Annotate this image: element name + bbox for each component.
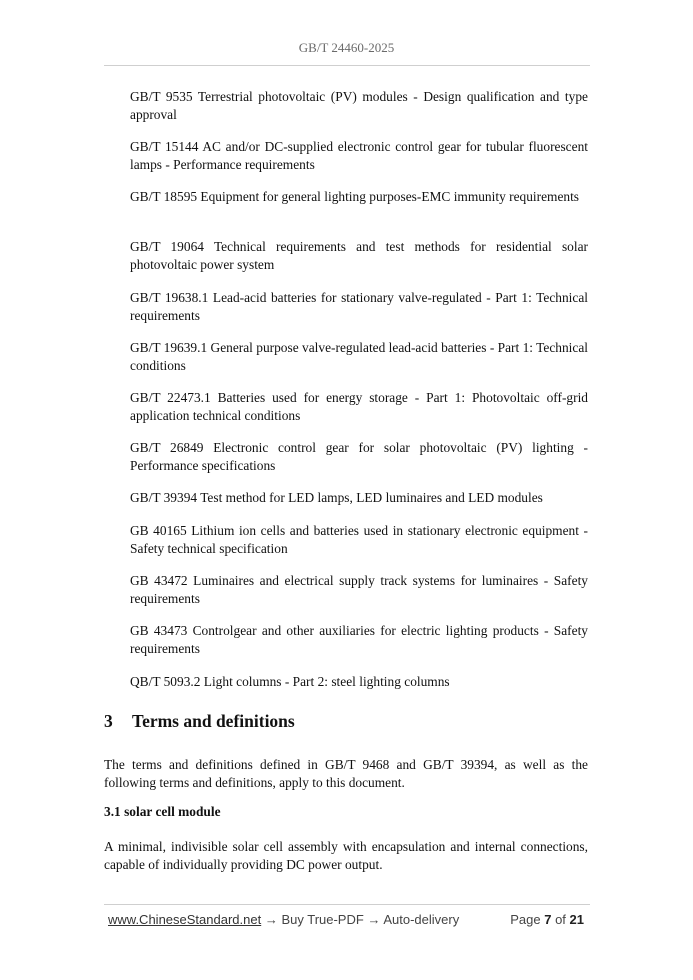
footer-rule [104, 904, 590, 905]
page-current: 7 [544, 912, 552, 927]
reference-item: GB/T 19638.1 Lead-acid batteries for stationary valve-regulated - Part 1: Technical requirements [130, 290, 588, 323]
section-number: 3 [104, 711, 113, 731]
section-title-text: Terms and definitions [132, 711, 295, 731]
reference-item: GB/T 18595 Equipment for general lighting purposes-EMC immunity requirements [130, 189, 580, 204]
auto-delivery-text: Auto-delivery [383, 912, 460, 927]
of-word: of [555, 912, 566, 927]
reference-item: GB/T 9535 Terrestrial photovoltaic (PV) modules - Design qualification and type approval [130, 89, 588, 122]
page-word: Page [510, 912, 541, 927]
running-header: GB/T 24460-2025 [298, 40, 395, 55]
arrow-icon: → [264, 912, 278, 927]
reference-item: GB/T 19064 Technical requirements and test methods for residential solar photovoltaic power system [130, 239, 588, 272]
footer-links [108, 912, 459, 927]
reference-item: GB 43473 Controlgear and other auxiliaries for electric lighting products - Safety requirements [130, 623, 588, 656]
header-rule [104, 65, 590, 66]
reference-item: GB/T 26849 Electronic control gear for solar photovoltaic (PV) lighting - Performance specifications [130, 440, 588, 473]
reference-item: QB/T 5093.2 Light columns - Part 2: steel lighting columns [130, 674, 450, 689]
page-indicator [510, 912, 584, 927]
reference-item: GB 40165 Lithium ion cells and batteries used in stationary electronic equipment - Safety technical specification [130, 523, 588, 556]
section-heading [104, 711, 295, 732]
buy-pdf-link[interactable]: Buy True-PDF [281, 912, 364, 927]
reference-item: GB/T 39394 Test method for LED lamps, LED luminaires and LED modules [130, 490, 543, 505]
section-intro: The terms and definitions defined in GB/T 9468 and GB/T 39394, as well as the following terms and definitions, apply to this document. [104, 757, 588, 790]
reference-item: GB/T 15144 AC and/or DC-supplied electronic control gear for tubular fluorescent lamps - Performance requirements [130, 139, 588, 172]
arrow-icon: → [367, 912, 381, 927]
term-heading: 3.1 solar cell module [104, 804, 221, 819]
reference-item: GB 43472 Luminaires and electrical supply track systems for luminaires - Safety requirements [130, 573, 588, 606]
site-link[interactable]: www.ChineseStandard.net [108, 912, 262, 927]
page-total: 21 [569, 912, 584, 927]
reference-item: GB/T 22473.1 Batteries used for energy storage - Part 1: Photovoltaic off-grid application technical conditions [130, 390, 588, 423]
term-definition: A minimal, indivisible solar cell assembly with encapsulation and internal connections, capable of individually providing DC power output. [104, 839, 588, 872]
reference-item: GB/T 19639.1 General purpose valve-regulated lead-acid batteries - Part 1: Technical conditions [130, 340, 588, 373]
